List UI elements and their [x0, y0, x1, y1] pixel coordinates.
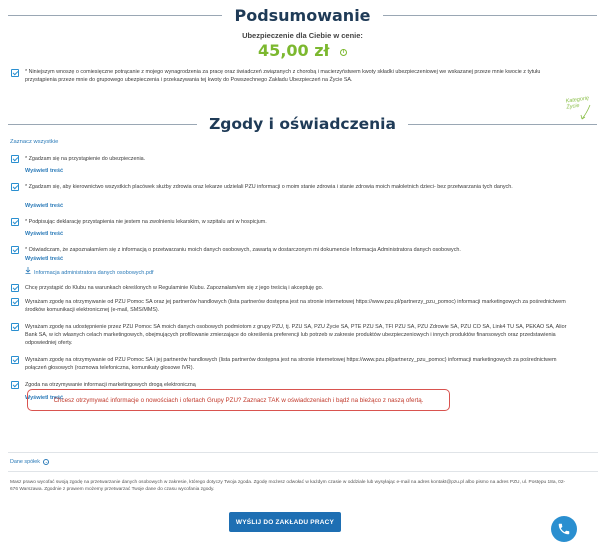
summary-header: [0, 6, 605, 25]
consent-checkbox-8[interactable]: [11, 356, 19, 364]
show-content-link-1[interactable]: Wyświetl treść: [25, 168, 64, 174]
consent-text-3: * Podpisując deklarację przystąpienia nie jestem na zwolnieniu lekarskim, w szpitalu ani w hospicjum.: [25, 219, 267, 225]
phone-icon[interactable]: [551, 516, 577, 542]
consent-text-1: * Zgadzam się na przystąpienie do ubezpieczenia.: [25, 156, 146, 162]
show-content-link-4[interactable]: Wyświetl treść: [25, 256, 64, 262]
consent-checkbox-2[interactable]: [11, 183, 19, 191]
consents-header: [0, 115, 605, 133]
privacy-doc-label: Informacja administratora danych osobowych.pdf: [34, 270, 154, 276]
consent-withdrawal-note: Masz prawo wycofać swoją zgodę na przetwarzanie danych osobowych w zakresie, którego dotyczy Twoja zgoda. Zgodę możesz odwołać w każdym czasie w oddziale lub wysyłając e-mail na adres kontakt@pzu.pl albo pismo na adres PZU, ul. Postępu 18a, 02-676 Warszawa. Zgodnie z prawem możemy przetwarzać Twoje dane do czasu wycofania zgody.: [10, 480, 566, 492]
privacy-doc-link[interactable]: [25, 267, 154, 276]
consent-checkbox-4[interactable]: [11, 246, 19, 254]
divider: [8, 15, 222, 16]
divider: [8, 471, 598, 472]
consent-text-7: Wyrażam zgodę na udostępnienie przez PZU Pomoc SA moich danych osobowych podmiotom z grupy PZU, tj. PZU SA, PZU Życie SA, PTE PZU SA, TFI PZU SA, PZU Zdrowie SA, PZU CO SA, Link4 TU SA, PEKAO SA, Alior Bank SA, w ich własnych celach marketingowych, obejmujących profilowanie zmierzające do określenia preferencji lub potrzeb w zakresie produktów ubezpieczeniowych i innych produktów finansowych oraz przedstawienia odpowiedniej oferty.: [25, 324, 567, 346]
chevron-down-icon: ⌄: [44, 459, 49, 464]
companies-data-toggle[interactable]: [10, 459, 49, 465]
divider: [408, 124, 597, 125]
download-icon: [25, 267, 31, 276]
send-to-employer-button[interactable]: WYŚLIJ DO ZAKŁADU PRACY: [229, 512, 341, 532]
consent-text-5: Chcę przystąpić do Klubu na warunkach określonych w Regulaminie Klubu. Zapoznałam/em się z jego treścią i akceptuję go.: [25, 285, 324, 291]
consent-checkbox-5[interactable]: [11, 284, 19, 292]
divider: [8, 124, 197, 125]
show-content-link-2[interactable]: Wyświetl treść: [25, 203, 64, 209]
check-all-link[interactable]: Zaznacz wszystkie: [10, 139, 59, 145]
consent-checkbox-6[interactable]: [11, 298, 19, 306]
show-content-link-9[interactable]: Wyświetl treść: [25, 395, 64, 401]
consent-checkbox-9[interactable]: [11, 381, 19, 389]
consent-checkbox-3[interactable]: [11, 218, 19, 226]
divider: [8, 452, 598, 453]
payroll-deduction-checkbox[interactable]: [11, 69, 19, 77]
consent-text-6: Wyrażam zgodę na otrzymywanie od PZU Pomoc SA oraz jej partnerów handlowych (lista partnerów dostępna jest na stronie internetowej https://www.pzu.pl/partnerzy_pzu_pomoc) informacji marketingowych za pośrednictwem środków komunikacji elektronicznej (e-mail, SMS/MMS).: [25, 299, 566, 313]
payroll-deduction-text: * Niniejszym wnoszę o comiesięczne potrącanie z mojego wynagrodzenia za pracę oraz świadczeń związanych z chorobą i macierzyństwem kwoty składki ubezpieczeniowej we wskazanej przeze mnie kwocie z tytułu przystąpienia przeze mnie do grupowego ubezpieczenia i przekazywania tej kwoty do Powszechnego Zakładu Ubezpieczeń na Życie SA.: [25, 69, 541, 83]
consent-text-4: * Oświadczam, że zapoznałam/em się z informacją o przetwarzaniu moich danych osobowych, zawartą w dostarczonym mi dokumencie Informacja Administratora danych osobowych.: [25, 247, 461, 253]
premium-label: Ubezpieczenie dla Ciebie w cenie:: [242, 31, 363, 40]
companies-data-label: Dane spółek: [10, 459, 40, 465]
summary-title: Podsumowanie: [234, 6, 371, 25]
premium-amount: 45,00 zł: [258, 41, 330, 60]
divider: [383, 15, 597, 16]
annotation-line: Kategorię: [565, 95, 590, 105]
annotation-line: Życie: [566, 102, 580, 111]
consent-text-9: Zgoda na otrzymywanie informacji marketingowych drogą elektroniczną: [25, 382, 196, 388]
show-content-link-3[interactable]: Wyświetl treść: [25, 231, 64, 237]
consents-title: Zgody i oświadczenia: [209, 115, 396, 133]
marketing-callout: Chcesz otrzymywać informacje o nowościach i ofertach Grupy PZU? Zaznacz TAK w oświadczeniach i bądź na bieżąco z naszą ofertą.: [27, 389, 450, 411]
premium-amount-row: [0, 41, 605, 61]
consent-checkbox-7[interactable]: [11, 323, 19, 331]
consent-text-2: * Zgadzam się, aby kierownictwo wszystkich placówek służby zdrowia oraz lekarze udzielali PZU informacji o moim stanie zdrowia i stanie zdrowia moich małoletnich dzieci- bez przetwarzania tych danych.: [25, 184, 513, 190]
consent-text-8: Wyrażam zgodę na otrzymywanie od PZU Pomoc SA i jej partnerów handlowych (lista partnerów dostępna jest na stronie internetowej https://www.pzu.pl/partnerzy_pzu_pomoc) informacji marketingowych za pośrednictwem połączeń głosowych (rozmowa telefoniczna, komunikaty głosowe IVR).: [25, 357, 557, 371]
consent-checkbox-1[interactable]: [11, 155, 19, 163]
info-icon[interactable]: i: [340, 49, 347, 56]
